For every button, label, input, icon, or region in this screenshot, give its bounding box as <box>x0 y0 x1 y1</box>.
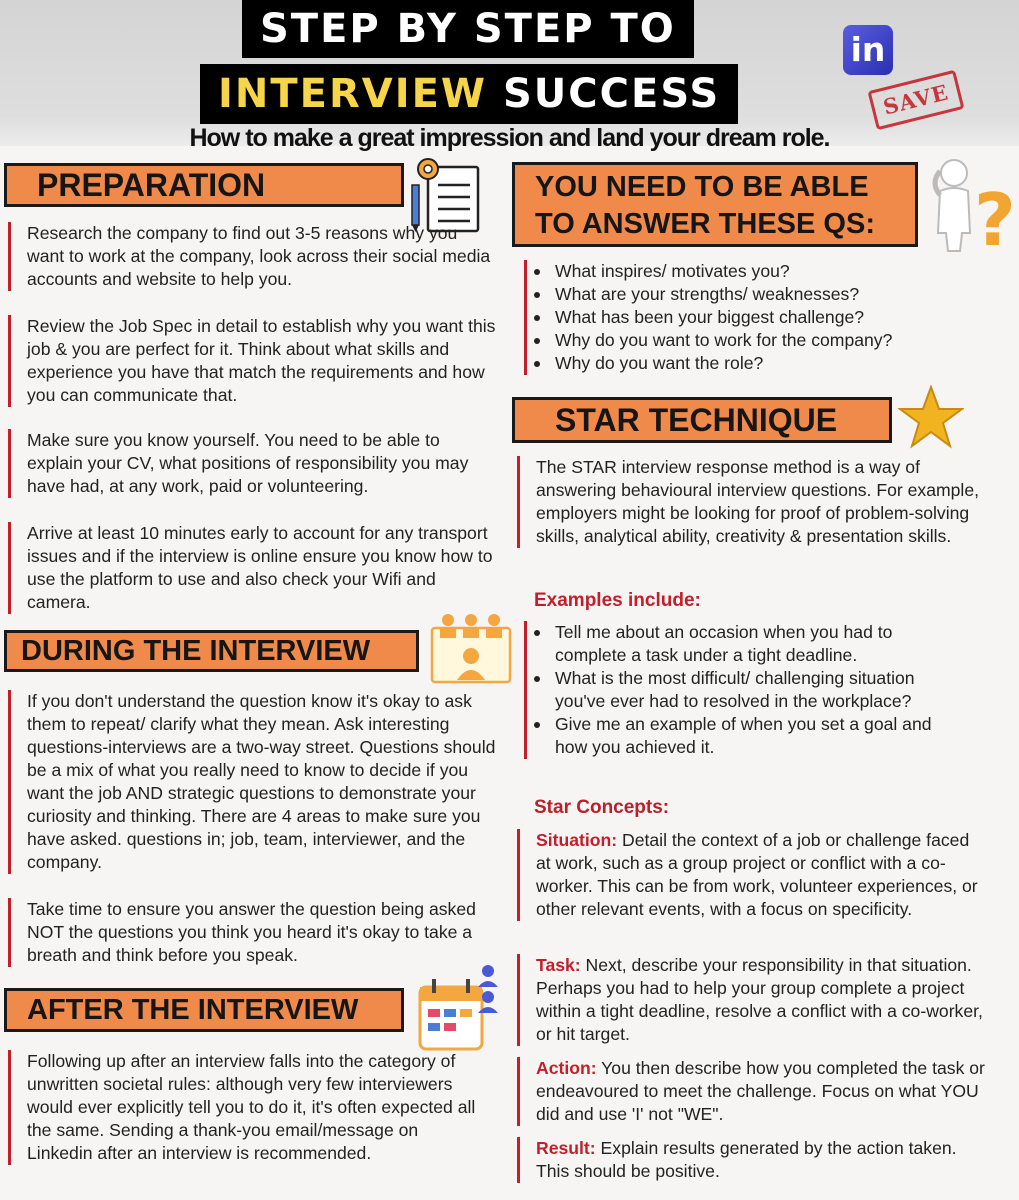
title-highlight: INTERVIEW <box>218 71 488 117</box>
gold-star-icon <box>898 385 964 449</box>
during-paragraph-2: Take time to ensure you answer the question being asked NOT the questions you think you heard it's okay to take a breath and think before you speak. <box>8 898 503 967</box>
title-text-1: STEP BY STEP TO <box>260 6 676 52</box>
concept-action <box>517 1057 987 1126</box>
examples-heading: Examples include: <box>534 590 701 611</box>
concept-text: Explain results generated by the action taken. This should be positive. <box>536 1138 957 1181</box>
star-heading-text: STAR TECHNIQUE <box>555 402 838 438</box>
concepts-heading: Star Concepts: <box>534 797 670 818</box>
star-heading <box>512 397 892 443</box>
concept-situation <box>517 829 987 921</box>
title-line-2 <box>200 64 738 124</box>
title-line-1 <box>242 0 694 58</box>
during-heading <box>4 630 419 672</box>
question-item: What are your strengths/ weaknesses? <box>527 283 984 306</box>
title-rest: SUCCESS <box>503 71 721 117</box>
calendar-users-icon <box>414 963 504 1055</box>
preparation-paragraph-1: Research the company to find out 3-5 reasons why you want to work at the company, look across their social media accounts and website to help you. <box>8 222 496 291</box>
example-item: Give me an example of when you set a goal and how you achieved it. <box>527 713 954 759</box>
questions-heading-line-1: YOU NEED TO BE ABLE <box>535 171 869 203</box>
question-item: Why do you want the role? <box>527 352 984 375</box>
preparation-paragraph-4: Arrive at least 10 minutes early to account for any transport issues and if the interview is online ensure you know how to use the platform to use and also check your Wifi and camera. <box>8 522 496 614</box>
linkedin-icon: in <box>843 25 893 75</box>
after-heading <box>4 988 404 1032</box>
concept-label: Result: <box>536 1138 596 1158</box>
after-heading-text: AFTER THE INTERVIEW <box>27 994 359 1026</box>
svg-text:?: ? <box>974 178 1016 255</box>
question-item: What inspires/ motivates you? <box>527 260 984 283</box>
during-paragraph-1: If you don't understand the question know it's okay to ask them to repeat/ clarify what they mean. Ask interesting questions-interviews are a two-way street. Questions should be a mix of what you really need to know to decide if you want the job AND strategic questions to demonstrate your curiosity and thinking. There are 4 areas to make sure you have asked. questions in; job, team, interviewer, and the company. <box>8 690 508 874</box>
concept-label: Task: <box>536 955 581 975</box>
thinking-figure-question-icon <box>922 155 1017 255</box>
questions-heading <box>512 162 918 247</box>
concept-task <box>517 954 987 1046</box>
concept-label: Action: <box>536 1058 597 1078</box>
during-heading-text: DURING THE INTERVIEW <box>21 635 371 667</box>
concept-text: Next, describe your responsibility in that situation. Perhaps you had to help your group complete a project within a tight deadline, resolve a conflict with a co-worker, or hit target. <box>536 955 983 1044</box>
question-item: Why do you want to work for the company? <box>527 329 984 352</box>
after-paragraph: Following up after an interview falls into the category of unwritten societal rules: although very few interviewers would ever explicitly tell you to do it, it's often expected all the same. Sending a thank-you email/message on Linkedin after an interview is recommended. <box>8 1050 478 1165</box>
questions-list <box>524 260 984 375</box>
preparation-heading-text: PREPARATION <box>37 167 266 203</box>
concept-label: Situation: <box>536 830 618 850</box>
interview-panel-icon <box>428 610 514 686</box>
concept-text: Detail the context of a job or challenge faced at work, such as a group project or conflict with a co-worker. This can be from work, volunteer experiences, or other relevant events, with a focus on specificity. <box>536 830 978 919</box>
preparation-heading <box>4 163 404 207</box>
preparation-paragraph-3: Make sure you know yourself. You need to be able to explain your CV, what positions of responsibility you may have had, at any work, paid or volunteering. <box>8 429 496 498</box>
concept-text: You then describe how you completed the task or endeavoured to meet the challenge. Focus on what YOU did and use 'I' not "WE". <box>536 1058 985 1124</box>
questions-heading-line-2: TO ANSWER THESE QS: <box>535 208 875 240</box>
subtitle: How to make a great impression and land your dream role. <box>189 124 830 152</box>
preparation-paragraph-2: Review the Job Spec in detail to establish why you want this job & you are perfect for it. Think about what skills and experience you have that match the requirements and how you can communicate that. <box>8 315 508 407</box>
question-item: What has been your biggest challenge? <box>527 306 984 329</box>
save-stamp: SAVE <box>867 70 964 131</box>
example-item: Tell me about an occasion when you had to complete a task under a tight deadline. <box>527 621 954 667</box>
examples-list <box>524 621 954 759</box>
concept-result <box>517 1137 987 1183</box>
star-intro: The STAR interview response method is a way of answering behavioural interview questions. For example, employers might be looking for proof of problem-solving skills, analytical ability, creativity & presentation skills. <box>517 456 982 548</box>
example-item: What is the most difficult/ challenging situation you've ever had to resolved in the workplace? <box>527 667 954 713</box>
